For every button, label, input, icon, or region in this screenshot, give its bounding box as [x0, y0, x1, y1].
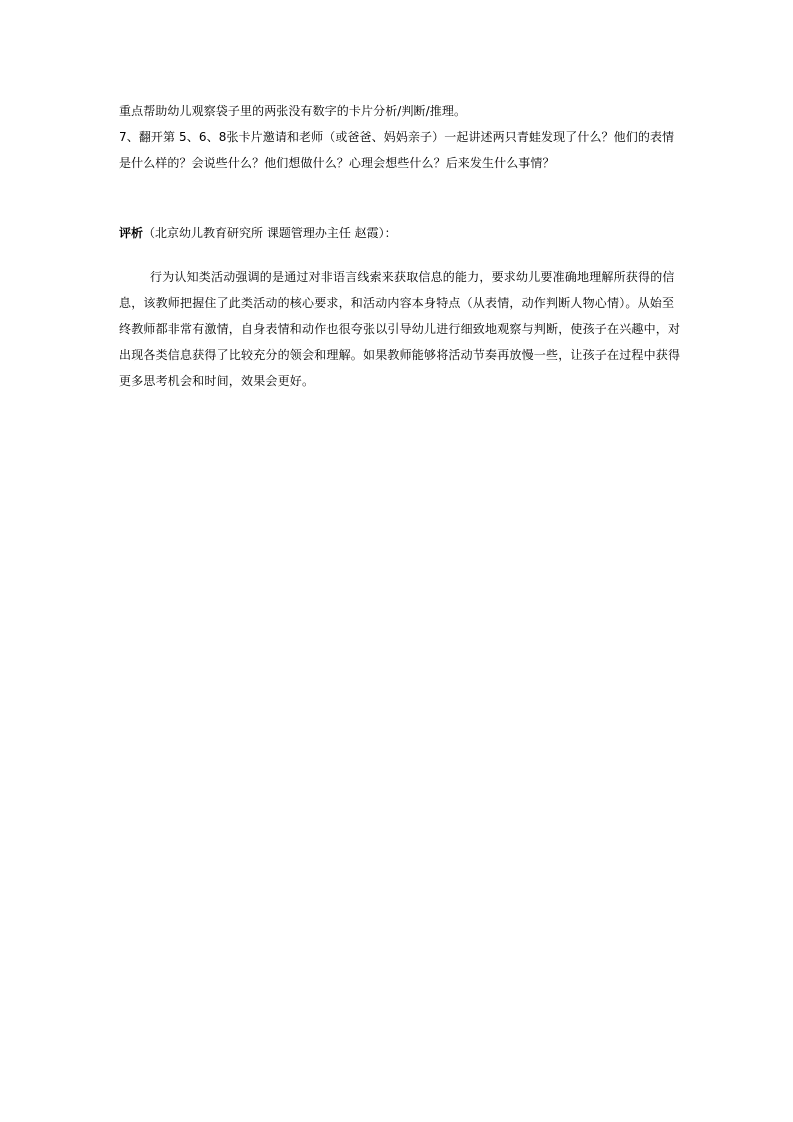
paragraph-line-5: 更多思考机会和时间，效果会更好。	[119, 374, 315, 388]
paragraph-line-1: 行为认知类活动强调的是通过对非语言线索来获取信息的能力，要求幼儿要准确地理解所获得的信	[150, 270, 675, 284]
document-content	[119, 98, 681, 394]
review-heading	[119, 220, 675, 246]
review-attribution: （北京幼儿教育研究所 课题管理办主任 赵霞）：	[143, 226, 397, 240]
spacer	[119, 176, 675, 220]
spacer	[119, 246, 675, 264]
paragraph-line-3: 终教师都非常有激情，自身表情和动作也很夸张以引导幼儿进行细致地观察与判断，使孩子在兴趣中，对	[119, 322, 681, 336]
text-line-3: 是什么样的？会说些什么？他们想做什么？心理会想些什么？后来发生什么事情？	[119, 156, 555, 170]
paragraph-line-4: 出现各类信息获得了比较充分的领会和理解。如果教师能够将活动节奏再放慢一些，让孩子在过程中获得	[119, 348, 681, 362]
review-label: 评析	[119, 226, 144, 240]
text-line-2: 7、翻开第 5、6、8张卡片邀请和老师（或爸爸、妈妈亲子）一起讲述两只青蛙发现了什么？他们的表情	[119, 130, 675, 144]
text-line-1: 重点帮助幼儿观察袋子里的两张没有数字的卡片分析/判断/推理。	[119, 104, 467, 118]
paragraph-line-2: 息，该教师把握住了此类活动的核心要求，和活动内容本身特点（从表情，动作判断人物心情）。从始至	[119, 296, 675, 310]
review-paragraph	[119, 264, 681, 394]
